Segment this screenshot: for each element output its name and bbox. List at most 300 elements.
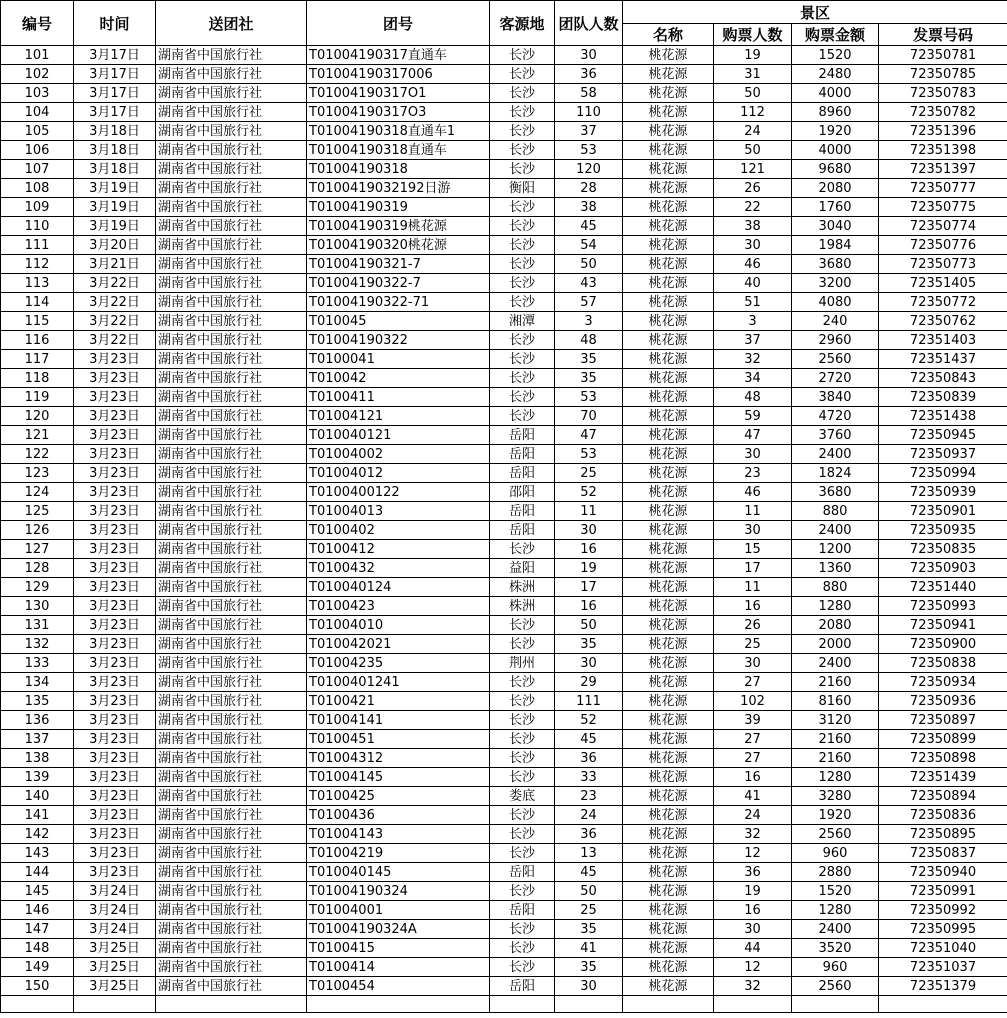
cell-group-no: T01004312 — [307, 749, 490, 768]
cell-group-no: T01004190318直通车 — [307, 141, 490, 160]
cell-ticket-count: 39 — [714, 711, 792, 730]
table-row — [1, 293, 1007, 312]
cell-origin: 长沙 — [490, 407, 555, 426]
cell-group-no: T010040121 — [307, 426, 490, 445]
cell-agency: 湖南省中国旅行社 — [156, 141, 307, 160]
cell-ticket-count: 32 — [714, 825, 792, 844]
table-row — [1, 559, 1007, 578]
cell-date: 3月23日 — [74, 540, 156, 559]
cell-group-no: T01004190324A — [307, 920, 490, 939]
cell-scenic-name: 桃花源 — [623, 768, 714, 787]
cell-agency: 湖南省中国旅行社 — [156, 654, 307, 673]
empty-cell — [156, 996, 307, 1013]
cell-invoice-no: 72350898 — [879, 749, 1007, 768]
cell-origin: 长沙 — [490, 388, 555, 407]
cell-no: 104 — [1, 103, 74, 122]
cell-group-size: 120 — [555, 160, 623, 179]
cell-scenic-name: 桃花源 — [623, 882, 714, 901]
cell-invoice-no: 72350837 — [879, 844, 1007, 863]
cell-group-size: 36 — [555, 825, 623, 844]
cell-origin: 长沙 — [490, 844, 555, 863]
cell-ticket-amount: 3680 — [792, 483, 879, 502]
cell-ticket-amount: 3120 — [792, 711, 879, 730]
cell-agency: 湖南省中国旅行社 — [156, 768, 307, 787]
table-row — [1, 217, 1007, 236]
empty-cell — [1, 996, 74, 1013]
cell-agency: 湖南省中国旅行社 — [156, 84, 307, 103]
cell-group-size: 35 — [555, 920, 623, 939]
cell-invoice-no: 72350936 — [879, 692, 1007, 711]
cell-no: 140 — [1, 787, 74, 806]
cell-ticket-amount: 1824 — [792, 464, 879, 483]
cell-group-no: T010040145 — [307, 863, 490, 882]
cell-ticket-amount: 880 — [792, 502, 879, 521]
cell-no: 131 — [1, 616, 74, 635]
cell-scenic-name: 桃花源 — [623, 749, 714, 768]
cell-ticket-count: 46 — [714, 483, 792, 502]
table-row — [1, 787, 1007, 806]
cell-no: 146 — [1, 901, 74, 920]
cell-invoice-no: 72351398 — [879, 141, 1007, 160]
cell-group-size: 28 — [555, 179, 623, 198]
cell-scenic-name: 桃花源 — [623, 597, 714, 616]
cell-ticket-amount: 4080 — [792, 293, 879, 312]
cell-date: 3月17日 — [74, 103, 156, 122]
cell-ticket-count: 30 — [714, 920, 792, 939]
cell-date: 3月24日 — [74, 920, 156, 939]
cell-date: 3月25日 — [74, 939, 156, 958]
cell-scenic-name: 桃花源 — [623, 141, 714, 160]
cell-invoice-no: 72350776 — [879, 236, 1007, 255]
table-row — [1, 882, 1007, 901]
cell-group-size: 53 — [555, 141, 623, 160]
cell-group-size: 58 — [555, 84, 623, 103]
table-header — [1, 1, 1007, 46]
cell-ticket-amount: 3680 — [792, 255, 879, 274]
cell-ticket-amount: 2080 — [792, 179, 879, 198]
cell-agency: 湖南省中国旅行社 — [156, 787, 307, 806]
cell-agency: 湖南省中国旅行社 — [156, 160, 307, 179]
cell-group-size: 57 — [555, 293, 623, 312]
cell-ticket-count: 16 — [714, 597, 792, 616]
table-row — [1, 711, 1007, 730]
cell-invoice-no: 72350934 — [879, 673, 1007, 692]
cell-invoice-no: 72350992 — [879, 901, 1007, 920]
cell-ticket-count: 46 — [714, 255, 792, 274]
cell-date: 3月23日 — [74, 464, 156, 483]
cell-date: 3月25日 — [74, 977, 156, 996]
table-row — [1, 369, 1007, 388]
cell-invoice-no: 72351037 — [879, 958, 1007, 977]
cell-no: 127 — [1, 540, 74, 559]
cell-group-size: 11 — [555, 502, 623, 521]
cell-no: 126 — [1, 521, 74, 540]
cell-origin: 长沙 — [490, 673, 555, 692]
table-row — [1, 464, 1007, 483]
cell-origin: 荆州 — [490, 654, 555, 673]
cell-group-size: 19 — [555, 559, 623, 578]
cell-origin: 湘潭 — [490, 312, 555, 331]
cell-agency: 湖南省中国旅行社 — [156, 749, 307, 768]
cell-date: 3月23日 — [74, 692, 156, 711]
empty-cell — [792, 996, 879, 1013]
header-scenic-name: 名称 — [623, 24, 714, 46]
cell-origin: 长沙 — [490, 616, 555, 635]
cell-group-size: 45 — [555, 730, 623, 749]
cell-group-no: T01004190318 — [307, 160, 490, 179]
empty-cell — [714, 996, 792, 1013]
cell-scenic-name: 桃花源 — [623, 350, 714, 369]
cell-scenic-name: 桃花源 — [623, 939, 714, 958]
cell-ticket-amount: 2160 — [792, 673, 879, 692]
cell-scenic-name: 桃花源 — [623, 483, 714, 502]
cell-agency: 湖南省中国旅行社 — [156, 65, 307, 84]
cell-group-size: 23 — [555, 787, 623, 806]
cell-ticket-count: 38 — [714, 217, 792, 236]
cell-group-size: 38 — [555, 198, 623, 217]
cell-no: 113 — [1, 274, 74, 293]
cell-ticket-amount: 880 — [792, 578, 879, 597]
cell-no: 102 — [1, 65, 74, 84]
cell-ticket-amount: 1520 — [792, 46, 879, 65]
cell-ticket-amount: 2560 — [792, 825, 879, 844]
cell-origin: 长沙 — [490, 46, 555, 65]
cell-agency: 湖南省中国旅行社 — [156, 388, 307, 407]
cell-ticket-count: 19 — [714, 46, 792, 65]
table-row — [1, 236, 1007, 255]
cell-invoice-no: 72350843 — [879, 369, 1007, 388]
cell-group-no: T01004190320桃花源 — [307, 236, 490, 255]
cell-agency: 湖南省中国旅行社 — [156, 179, 307, 198]
cell-group-size: 30 — [555, 46, 623, 65]
cell-group-size: 35 — [555, 635, 623, 654]
cell-group-size: 29 — [555, 673, 623, 692]
cell-date: 3月22日 — [74, 293, 156, 312]
cell-scenic-name: 桃花源 — [623, 426, 714, 445]
cell-origin: 长沙 — [490, 122, 555, 141]
cell-scenic-name: 桃花源 — [623, 901, 714, 920]
cell-group-size: 25 — [555, 464, 623, 483]
cell-origin: 岳阳 — [490, 464, 555, 483]
cell-date: 3月23日 — [74, 597, 156, 616]
cell-agency: 湖南省中国旅行社 — [156, 198, 307, 217]
cell-no: 138 — [1, 749, 74, 768]
cell-group-size: 43 — [555, 274, 623, 293]
cell-origin: 娄底 — [490, 787, 555, 806]
cell-group-size: 36 — [555, 749, 623, 768]
cell-group-no: T0100414 — [307, 958, 490, 977]
cell-date: 3月23日 — [74, 806, 156, 825]
cell-date: 3月22日 — [74, 274, 156, 293]
cell-no: 147 — [1, 920, 74, 939]
cell-origin: 长沙 — [490, 293, 555, 312]
cell-date: 3月23日 — [74, 749, 156, 768]
cell-invoice-no: 72351396 — [879, 122, 1007, 141]
cell-invoice-no: 72350777 — [879, 179, 1007, 198]
cell-invoice-no: 72350836 — [879, 806, 1007, 825]
cell-invoice-no: 72351437 — [879, 350, 1007, 369]
cell-invoice-no: 72350903 — [879, 559, 1007, 578]
cell-invoice-no: 72350991 — [879, 882, 1007, 901]
cell-ticket-count: 27 — [714, 730, 792, 749]
cell-scenic-name: 桃花源 — [623, 711, 714, 730]
cell-group-size: 54 — [555, 236, 623, 255]
cell-ticket-amount: 1984 — [792, 236, 879, 255]
cell-invoice-no: 72350782 — [879, 103, 1007, 122]
cell-date: 3月24日 — [74, 882, 156, 901]
cell-date: 3月23日 — [74, 388, 156, 407]
table-row — [1, 502, 1007, 521]
cell-invoice-no: 72350945 — [879, 426, 1007, 445]
cell-date: 3月22日 — [74, 312, 156, 331]
header-no: 编号 — [1, 1, 74, 46]
cell-origin: 株洲 — [490, 578, 555, 597]
cell-scenic-name: 桃花源 — [623, 198, 714, 217]
header-scenic-area: 景区 — [623, 1, 1007, 24]
cell-no: 142 — [1, 825, 74, 844]
cell-ticket-amount: 2560 — [792, 350, 879, 369]
cell-group-no: T01004002 — [307, 445, 490, 464]
cell-no: 125 — [1, 502, 74, 521]
cell-ticket-count: 30 — [714, 445, 792, 464]
cell-group-size: 30 — [555, 654, 623, 673]
cell-group-no: T010040124 — [307, 578, 490, 597]
cell-origin: 岳阳 — [490, 901, 555, 920]
cell-ticket-amount: 9680 — [792, 160, 879, 179]
table-row — [1, 46, 1007, 65]
cell-agency: 湖南省中国旅行社 — [156, 863, 307, 882]
cell-invoice-no: 72350785 — [879, 65, 1007, 84]
empty-cell — [490, 996, 555, 1013]
cell-origin: 长沙 — [490, 274, 555, 293]
empty-cell — [555, 996, 623, 1013]
cell-scenic-name: 桃花源 — [623, 369, 714, 388]
table-row — [1, 84, 1007, 103]
table-row — [1, 616, 1007, 635]
cell-invoice-no: 72351040 — [879, 939, 1007, 958]
cell-scenic-name: 桃花源 — [623, 521, 714, 540]
cell-group-size: 13 — [555, 844, 623, 863]
empty-cell — [879, 996, 1007, 1013]
cell-origin: 长沙 — [490, 882, 555, 901]
cell-origin: 长沙 — [490, 331, 555, 350]
cell-no: 109 — [1, 198, 74, 217]
cell-group-no: T01004190322 — [307, 331, 490, 350]
cell-agency: 湖南省中国旅行社 — [156, 901, 307, 920]
cell-group-no: T01004012 — [307, 464, 490, 483]
cell-agency: 湖南省中国旅行社 — [156, 977, 307, 996]
cell-group-size: 50 — [555, 882, 623, 901]
cell-agency: 湖南省中国旅行社 — [156, 939, 307, 958]
cell-group-no: T010042021 — [307, 635, 490, 654]
cell-origin: 衡阳 — [490, 179, 555, 198]
table-row — [1, 65, 1007, 84]
cell-no: 116 — [1, 331, 74, 350]
cell-ticket-count: 121 — [714, 160, 792, 179]
cell-group-no: T01004001 — [307, 901, 490, 920]
empty-cell — [623, 996, 714, 1013]
cell-origin: 长沙 — [490, 768, 555, 787]
table-row — [1, 521, 1007, 540]
cell-agency: 湖南省中国旅行社 — [156, 426, 307, 445]
cell-no: 117 — [1, 350, 74, 369]
cell-origin: 长沙 — [490, 540, 555, 559]
empty-row — [1, 996, 1007, 1013]
header-ticket-count: 购票人数 — [714, 24, 792, 46]
empty-cell — [74, 996, 156, 1013]
cell-group-no: T01004190317006 — [307, 65, 490, 84]
cell-date: 3月24日 — [74, 901, 156, 920]
table-row — [1, 692, 1007, 711]
cell-group-no: T01004190318直通车1 — [307, 122, 490, 141]
cell-no: 143 — [1, 844, 74, 863]
cell-date: 3月23日 — [74, 787, 156, 806]
cell-ticket-amount: 3760 — [792, 426, 879, 445]
cell-group-size: 30 — [555, 521, 623, 540]
cell-ticket-count: 16 — [714, 901, 792, 920]
cell-group-no: T0100454 — [307, 977, 490, 996]
table-row — [1, 255, 1007, 274]
cell-scenic-name: 桃花源 — [623, 977, 714, 996]
table-row — [1, 483, 1007, 502]
cell-ticket-count: 48 — [714, 388, 792, 407]
cell-no: 149 — [1, 958, 74, 977]
cell-invoice-no: 72350762 — [879, 312, 1007, 331]
cell-no: 111 — [1, 236, 74, 255]
cell-ticket-count: 16 — [714, 768, 792, 787]
cell-ticket-count: 41 — [714, 787, 792, 806]
cell-ticket-count: 24 — [714, 806, 792, 825]
table-row — [1, 141, 1007, 160]
cell-ticket-count: 34 — [714, 369, 792, 388]
cell-group-size: 110 — [555, 103, 623, 122]
table-row — [1, 920, 1007, 939]
table-row — [1, 768, 1007, 787]
cell-scenic-name: 桃花源 — [623, 730, 714, 749]
cell-ticket-amount: 3840 — [792, 388, 879, 407]
cell-agency: 湖南省中国旅行社 — [156, 825, 307, 844]
cell-ticket-count: 3 — [714, 312, 792, 331]
cell-ticket-amount: 1280 — [792, 597, 879, 616]
cell-ticket-count: 17 — [714, 559, 792, 578]
cell-scenic-name: 桃花源 — [623, 65, 714, 84]
cell-no: 135 — [1, 692, 74, 711]
cell-group-no: T01004190317直通车 — [307, 46, 490, 65]
cell-group-no: T010042 — [307, 369, 490, 388]
cell-agency: 湖南省中国旅行社 — [156, 369, 307, 388]
cell-origin: 长沙 — [490, 198, 555, 217]
cell-ticket-amount: 1920 — [792, 806, 879, 825]
cell-group-no: T0100425 — [307, 787, 490, 806]
cell-agency: 湖南省中国旅行社 — [156, 103, 307, 122]
cell-invoice-no: 72350939 — [879, 483, 1007, 502]
table-row — [1, 863, 1007, 882]
cell-scenic-name: 桃花源 — [623, 673, 714, 692]
cell-scenic-name: 桃花源 — [623, 787, 714, 806]
cell-scenic-name: 桃花源 — [623, 806, 714, 825]
cell-ticket-count: 19 — [714, 882, 792, 901]
cell-invoice-no: 72350781 — [879, 46, 1007, 65]
cell-ticket-count: 59 — [714, 407, 792, 426]
cell-ticket-amount: 2160 — [792, 730, 879, 749]
cell-group-size: 50 — [555, 616, 623, 635]
cell-group-no: T0100402 — [307, 521, 490, 540]
cell-invoice-no: 72351397 — [879, 160, 1007, 179]
header-ticket-amount: 购票金额 — [792, 24, 879, 46]
cell-group-no: T0100400122 — [307, 483, 490, 502]
cell-invoice-no: 72351439 — [879, 768, 1007, 787]
cell-group-size: 53 — [555, 388, 623, 407]
cell-group-no: T01004143 — [307, 825, 490, 844]
cell-origin: 岳阳 — [490, 445, 555, 464]
cell-ticket-count: 102 — [714, 692, 792, 711]
cell-agency: 湖南省中国旅行社 — [156, 521, 307, 540]
cell-ticket-count: 25 — [714, 635, 792, 654]
cell-scenic-name: 桃花源 — [623, 445, 714, 464]
cell-ticket-amount: 2480 — [792, 65, 879, 84]
cell-group-size: 53 — [555, 445, 623, 464]
cell-ticket-amount: 4000 — [792, 141, 879, 160]
cell-agency: 湖南省中国旅行社 — [156, 331, 307, 350]
cell-group-size: 35 — [555, 350, 623, 369]
cell-ticket-amount: 2000 — [792, 635, 879, 654]
cell-ticket-amount: 1920 — [792, 122, 879, 141]
cell-ticket-amount: 2400 — [792, 445, 879, 464]
cell-invoice-no: 72350773 — [879, 255, 1007, 274]
table-row — [1, 426, 1007, 445]
cell-date: 3月17日 — [74, 84, 156, 103]
cell-ticket-amount: 2160 — [792, 749, 879, 768]
cell-no: 105 — [1, 122, 74, 141]
cell-invoice-no: 72350774 — [879, 217, 1007, 236]
cell-ticket-count: 50 — [714, 84, 792, 103]
cell-group-no: T01004121 — [307, 407, 490, 426]
cell-no: 130 — [1, 597, 74, 616]
cell-date: 3月20日 — [74, 236, 156, 255]
cell-group-size: 3 — [555, 312, 623, 331]
table-row — [1, 825, 1007, 844]
cell-invoice-no: 72350941 — [879, 616, 1007, 635]
cell-agency: 湖南省中国旅行社 — [156, 217, 307, 236]
cell-scenic-name: 桃花源 — [623, 217, 714, 236]
cell-invoice-no: 72351405 — [879, 274, 1007, 293]
cell-origin: 长沙 — [490, 806, 555, 825]
cell-date: 3月23日 — [74, 483, 156, 502]
cell-no: 150 — [1, 977, 74, 996]
cell-ticket-count: 26 — [714, 616, 792, 635]
cell-date: 3月23日 — [74, 768, 156, 787]
table-row — [1, 901, 1007, 920]
cell-scenic-name: 桃花源 — [623, 863, 714, 882]
cell-ticket-amount: 3200 — [792, 274, 879, 293]
cell-agency: 湖南省中国旅行社 — [156, 540, 307, 559]
table-row — [1, 939, 1007, 958]
cell-group-size: 111 — [555, 692, 623, 711]
cell-scenic-name: 桃花源 — [623, 122, 714, 141]
cell-ticket-amount: 1360 — [792, 559, 879, 578]
cell-date: 3月23日 — [74, 407, 156, 426]
cell-group-no: T010045 — [307, 312, 490, 331]
cell-date: 3月23日 — [74, 673, 156, 692]
table-body — [1, 46, 1007, 1013]
cell-no: 139 — [1, 768, 74, 787]
cell-no: 128 — [1, 559, 74, 578]
cell-group-no: T01004190317O1 — [307, 84, 490, 103]
cell-ticket-count: 12 — [714, 844, 792, 863]
cell-ticket-amount: 1280 — [792, 768, 879, 787]
cell-group-size: 52 — [555, 711, 623, 730]
cell-invoice-no: 72350772 — [879, 293, 1007, 312]
